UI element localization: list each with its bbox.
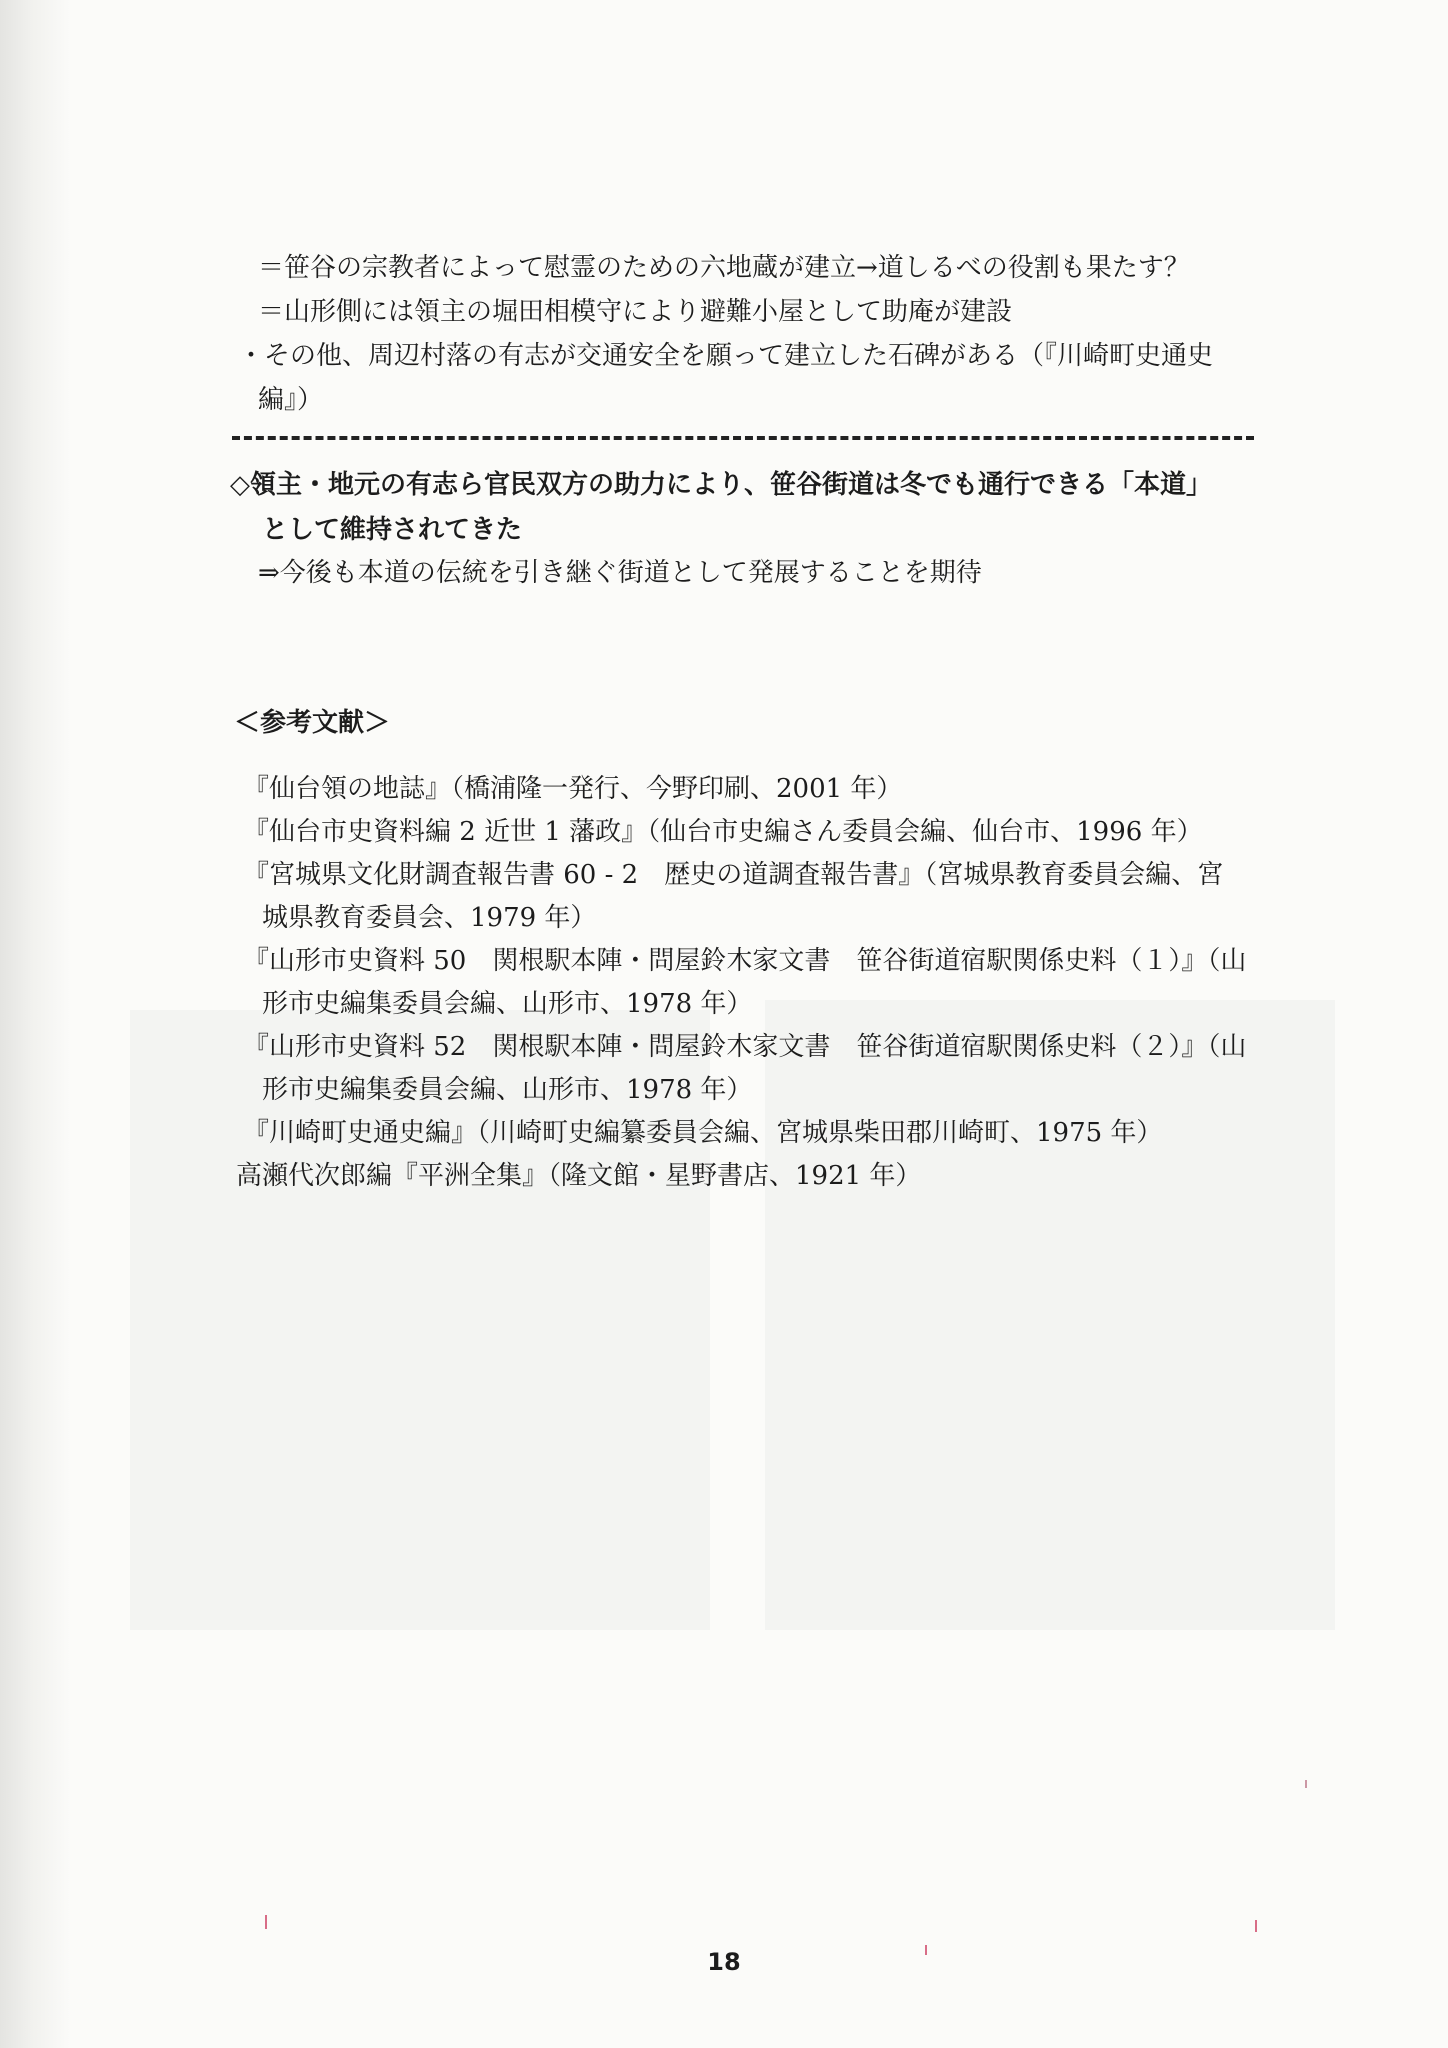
scan-speck <box>265 1915 267 1929</box>
text-line: ＝山形側には領主の堀田相模守により避難小屋として助庵が建設 <box>258 297 1013 327</box>
text-line: ・その他、周辺村落の有志が交通安全を願って建立した石碑がある（『川崎町史通史 <box>238 341 1214 371</box>
scan-speck <box>925 1945 927 1955</box>
reference-item-cont: 形市史編集委員会編、山形市、1978 年） <box>262 989 753 1019</box>
references-heading: ＜参考文献＞ <box>234 708 391 738</box>
reference-item: 『宮城県文化財調査報告書 60 - 2 歴史の道調査報告書』（宮城県教育委員会編、宮 <box>243 860 1224 890</box>
bleed-through-photo-right <box>765 1000 1335 1630</box>
page-number: 18 <box>707 1948 741 1976</box>
scan-gutter-shadow <box>0 0 70 2048</box>
reference-item: 『山形市史資料 52 関根駅本陣・問屋鈴木家文書 笹谷街道宿駅関係史料（２）』（山 <box>243 1032 1247 1062</box>
scan-speck <box>1305 1780 1307 1788</box>
summary-heading: ◇領主・地元の有志ら官民双方の助力により、笹谷街道は冬でも通行できる「本道」 <box>230 470 1212 500</box>
reference-item-cont: 城県教育委員会、1979 年） <box>262 903 597 933</box>
summary-heading-cont: として維持されてきた <box>262 515 523 545</box>
summary-expectation: ⇒今後も本道の伝統を引き継ぐ街道として発展することを期待 <box>258 558 982 588</box>
text-line: ＝笹谷の宗教者によって慰霊のための六地蔵が建立→道しるべの役割も果たす？ <box>258 253 1190 283</box>
text-line: 編』） <box>258 385 324 415</box>
scan-speck <box>1255 1920 1257 1932</box>
reference-item: 『川崎町史通史編』（川崎町史編纂委員会編、宮城県柴田郡川崎町、1975 年） <box>243 1118 1163 1148</box>
reference-item: 『山形市史資料 50 関根駅本陣・問屋鈴木家文書 笹谷街道宿駅関係史料（１）』（山 <box>243 946 1247 976</box>
reference-item: 『仙台領の地誌』（橋浦隆一発行、今野印刷、2001 年） <box>243 774 903 804</box>
reference-item-cont: 形市史編集委員会編、山形市、1978 年） <box>262 1075 753 1105</box>
reference-item: 『仙台市史資料編 2 近世 1 藩政』（仙台市史編さん委員会編、仙台市、1996 年） <box>243 817 1203 847</box>
dashed-divider <box>232 436 1254 440</box>
reference-item: 高瀬代次郎編『平洲全集』（隆文館・星野書店、1921 年） <box>236 1161 922 1191</box>
